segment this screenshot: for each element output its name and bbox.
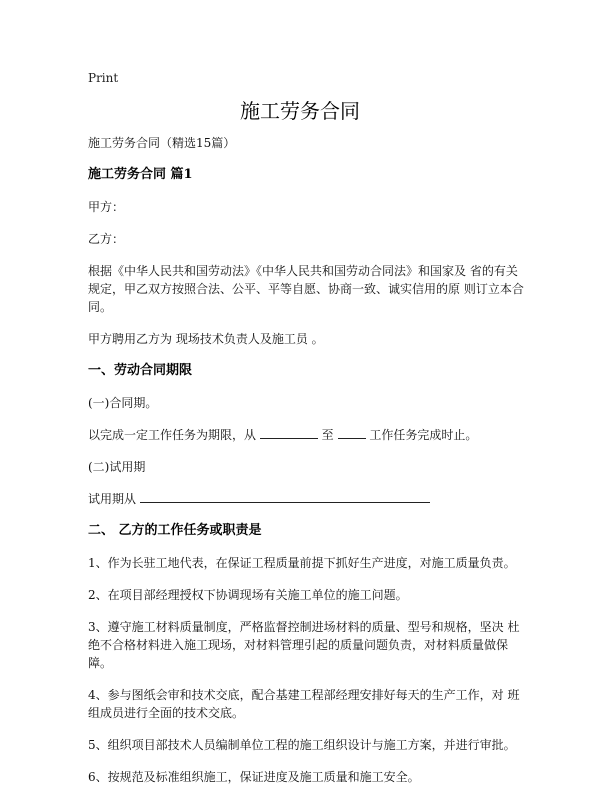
term-start-blank — [260, 426, 318, 439]
term-line-part-b: 至 — [321, 428, 334, 442]
print-label: Print — [88, 71, 119, 85]
party-b-line: 乙方： — [88, 232, 125, 246]
duty-item: 4、参与图纸会审和技术交底，配合基建工程部经理安排好每天的生产工作，对 班组成员进行全面的技术交底。 — [88, 688, 520, 720]
trial-line — [88, 490, 528, 508]
document-title: 施工劳务合同 — [240, 99, 360, 123]
duty-item: 3、遵守施工材料质量制度，严格监督控制进场材料的质量、型号和规格，坚决 杜绝不合格材料进入施工现场，对材料管理引起的质量问题负责，对材料质量做保障。 — [88, 620, 520, 670]
term-line-part-a: 以完成一定工作任务为期限，从 — [88, 428, 257, 442]
duty-item: 6、按规范及标准组织施工，保证进度及施工质量和施工安全。 — [88, 770, 420, 784]
basis-paragraph: 根据《中华人民共和国劳动法》《中华人民共和国劳动合同法》和国家及 省的有关规定，甲乙双方按照合法、公平、平等自愿、协商一致、诚实信用的原 则订立本合同。 — [88, 264, 524, 314]
subheading-contract-period: (一)合同期。 — [88, 396, 158, 410]
section-title: 施工劳务合同 篇1 — [88, 167, 193, 182]
employment-line: 甲方聘用乙方为 现场技术负责人及施工员 。 — [88, 332, 324, 346]
subheading-trial-period: (二)试用期 — [88, 460, 146, 474]
trial-line-label: 试用期从 — [88, 492, 137, 506]
heading-contract-term: 一、劳动合同期限 — [88, 363, 193, 378]
document-body — [88, 134, 528, 800]
document-subtitle: 施工劳务合同（精选15篇） — [88, 136, 236, 150]
term-line-part-c: 工作任务完成时止。 — [369, 428, 478, 442]
duty-item: 1、作为长驻工地代表，在保证工程质量前提下抓好生产进度，对施工质量负责。 — [88, 556, 516, 570]
duty-item: 5、组织项目部技术人员编制单位工程的施工组织设计与施工方案，并进行审批。 — [88, 738, 516, 752]
term-end-blank — [338, 426, 366, 439]
duty-item: 2、在项目部经理授权下协调现场有关施工单位的施工问题。 — [88, 588, 408, 602]
heading-duties: 二、 乙方的工作任务或职责是 — [88, 523, 262, 538]
party-a-line: 甲方： — [88, 200, 125, 214]
term-line — [88, 426, 528, 444]
trial-period-blank — [140, 490, 430, 503]
